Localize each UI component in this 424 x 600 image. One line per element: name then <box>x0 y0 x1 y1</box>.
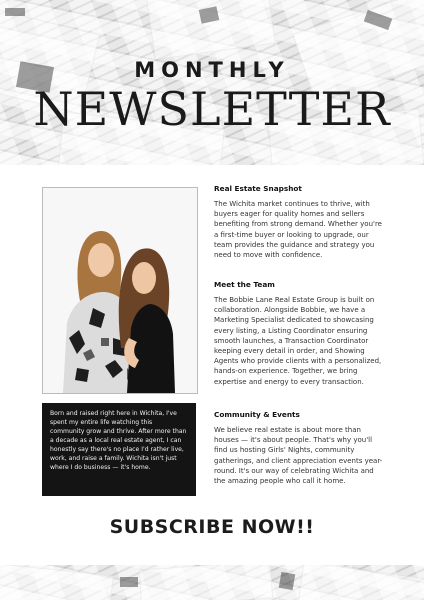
team-photo <box>42 187 198 394</box>
section-real-estate-snapshot <box>214 184 384 260</box>
bio-text: Born and raised right here in Wichita, I've spent my entire life watching this community grow and thrive. After more than a decade as a local real estate agent, I can honestly say there's no place I'd rather live, work, and raise a family. Wichita isn't just where I do business — it's home. <box>50 410 187 471</box>
section-meet-the-team <box>214 280 384 387</box>
newsletter-title-main: NEWSLETTER <box>33 82 391 136</box>
section-community-events <box>214 410 384 486</box>
bio-box <box>42 403 196 496</box>
section-heading: Real Estate Snapshot <box>214 184 302 193</box>
newsletter-title-top: MONTHLY <box>134 58 290 82</box>
team-photo-illustration <box>43 188 197 393</box>
footer-background <box>0 565 424 600</box>
section-body: We believe real estate is about more than houses — it's about people. That's why you'll find us hosting Girls' Nights, community gatherings, and client appreciation events year-round. It's our way of celebrating Wichita and the amazing people who call it home. <box>214 426 383 486</box>
section-body: The Wichita market continues to thrive, with buyers eager for quality homes and sellers benefiting from strong demand. Whether you're a first-time buyer or looking to upgrade, our team provides the guidance and strategy you need to move with confidence. <box>214 200 382 260</box>
subscribe-call-to-action[interactable]: SUBSCRIBE NOW!! <box>109 516 315 538</box>
section-heading: Community & Events <box>214 410 300 419</box>
section-heading: Meet the Team <box>214 280 275 289</box>
section-body: The Bobbie Lane Real Estate Group is built on collaboration. Alongside Bobbie, we have a Marketing Specialist dedicated to showcasing every listing, a Listing Coordinator ensuring smooth launches, a Transaction Coordinator keeping every detail in order, and Showing Agents who provide clients with a personalized, hands-on experience. Together, we bring expertise and energy to every transaction. <box>214 296 382 386</box>
